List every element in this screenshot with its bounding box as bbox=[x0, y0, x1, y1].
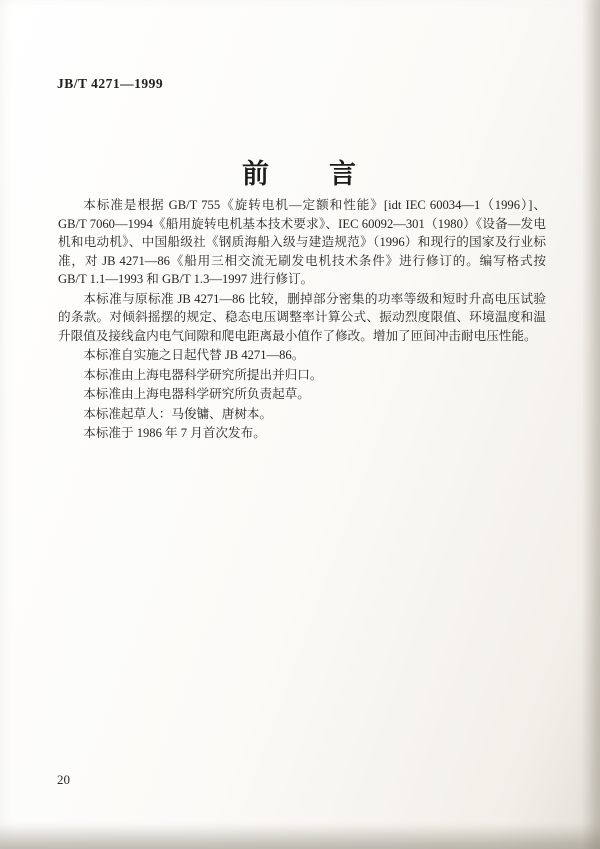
page-number: 20 bbox=[57, 772, 70, 787]
paragraph-first-issue: 本标准于 1986 年 7 月首次发布。 bbox=[83, 426, 266, 440]
paragraph-changes: 本标准与原标准 JB 4271—86 比较，删掉部分密集的功率等级和短时升高电压试验的条款。对倾斜摇摆的规定、稳态电压调整率计算公式、振动烈度限值、环境温度和温升限值及接线盒内电气间隙和爬电距离最小值作了修改。增加了匝间冲击耐电压性能。 bbox=[58, 291, 546, 343]
paragraph-scope-basis: 本标准是根据 GB/T 755《旋转电机—定额和性能》[idt IEC 60034—1（1996）]、GB/T 7060—1994《船用旋转电机基本技术要求》、IEC 60092—301（1980）《设备—发电机和电动机》、中国船级社《钢质海船入级与建造规范》（1996）和现行的国家及行业标准，对 JB 4271—86《船用三相交流无刷发电机技术条件》进行修订的。编写格式按 GB/T 1.1—1993 和 GB/T 1.3—1997 进行修订。 bbox=[58, 198, 546, 286]
standard-number-header: JB/T 4271—1999 bbox=[57, 76, 164, 91]
paragraph-drafters: 本标准起草人：马俊镛、唐树本。 bbox=[83, 406, 273, 421]
paragraph-drafted-by: 本标准由上海电器科学研究所负责起草。 bbox=[83, 387, 310, 401]
foreword-title: 前 言 bbox=[242, 159, 358, 189]
paragraph-proposed-by: 本标准由上海电器科学研究所提出并归口。 bbox=[83, 367, 323, 382]
paragraph-replaces: 本标准自实施之日起代替 JB 4271—86。 bbox=[83, 348, 305, 362]
foreword-body bbox=[58, 196, 546, 443]
